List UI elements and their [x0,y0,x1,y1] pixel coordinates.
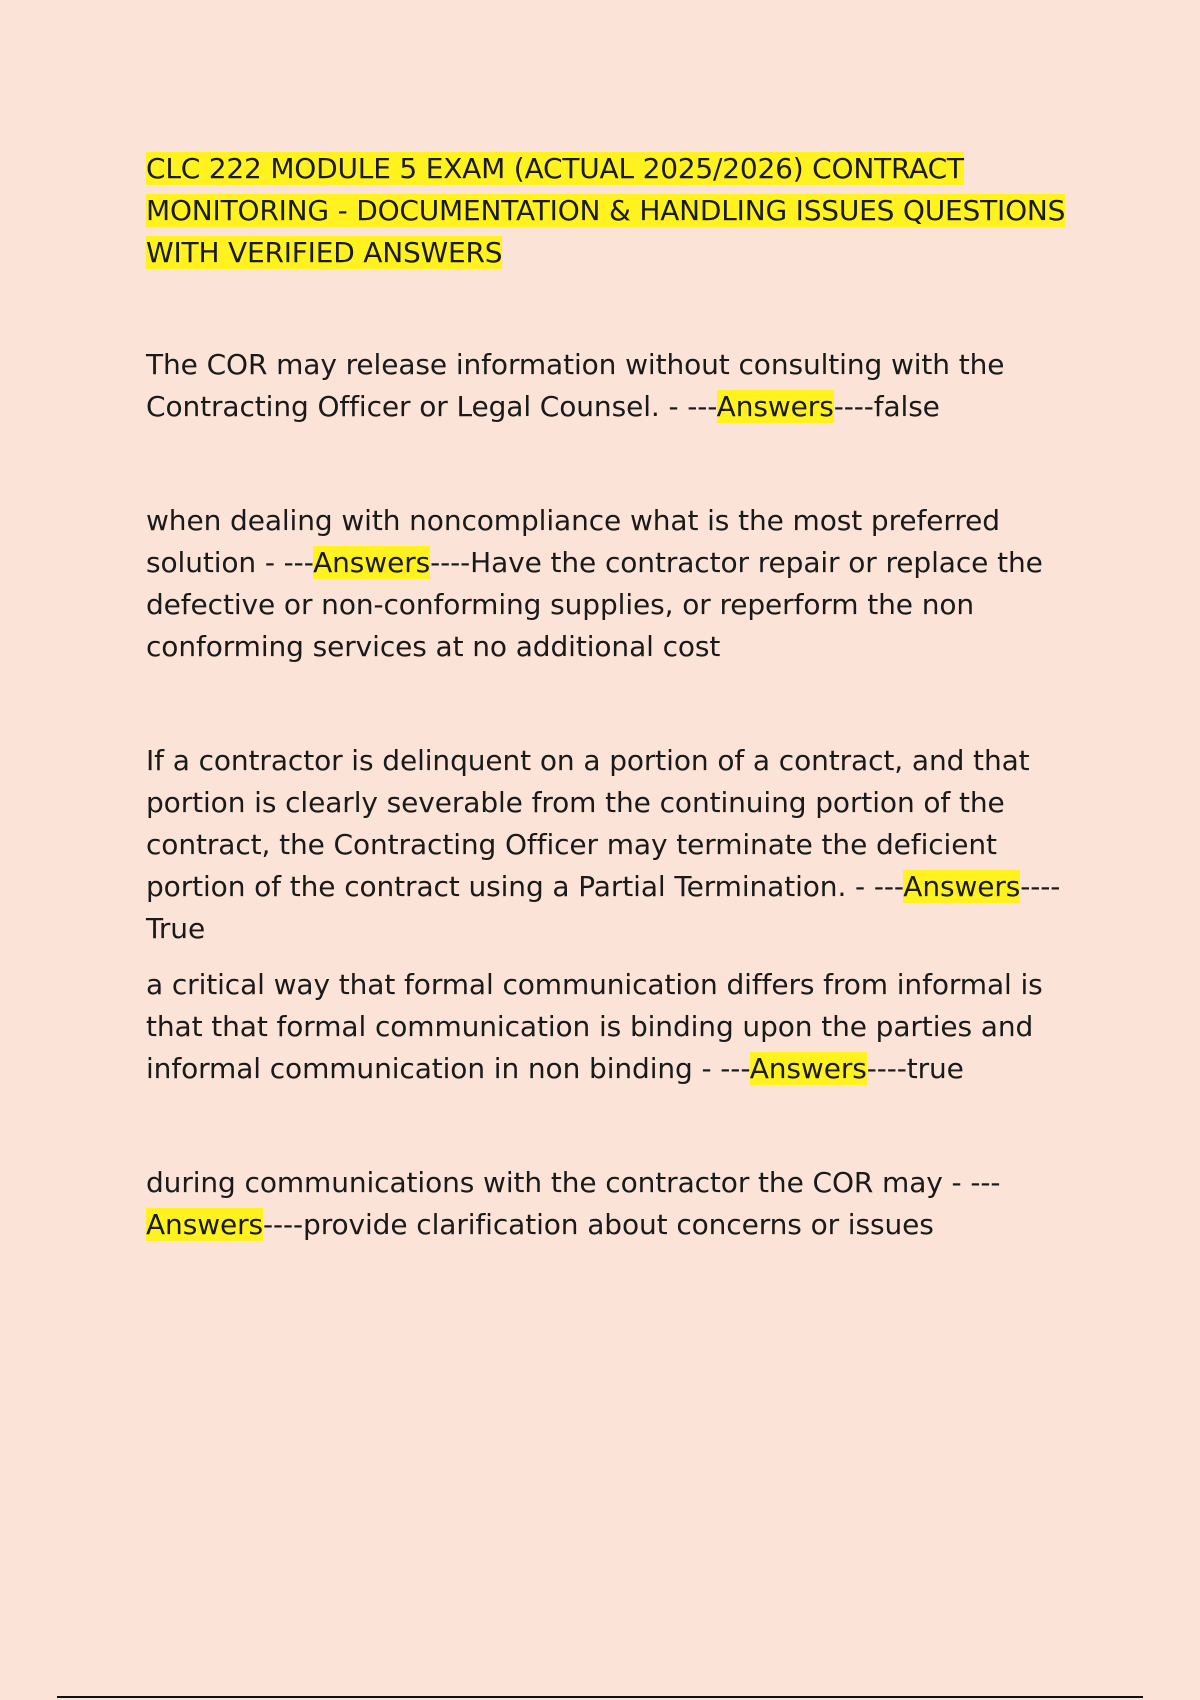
qa-item [146,500,1066,668]
question-text: a critical way that formal communication differs from informal is that that formal communication is binding upon the parties and informal communication in non binding - --- [146,968,1043,1085]
question-text: when dealing with noncompliance what is the most preferred solution - --- [146,504,1000,579]
answer-text: ----false [833,390,940,423]
answers-marker: Answers [749,1052,867,1085]
question-text: If a contractor is delinquent on a portion of a contract, and that portion is clearly severable from the continuing portion of the contract, the Contracting Officer may terminate the deficient portion of the contract using a Partial Termination. - --- [146,744,1030,903]
document-title [146,148,1066,274]
answer-text: ----provide clarification about concerns or issues [263,1208,934,1241]
answer-text: ----true [866,1052,964,1085]
answers-marker: Answers [146,1208,264,1241]
answers-marker: Answers [313,546,431,579]
question-text: during communications with the contractor the COR may - --- [146,1166,1000,1199]
document-content [146,148,1066,1246]
document-title-text: CLC 222 MODULE 5 EXAM (ACTUAL 2025/2026) CONTRACT MONITORING - DOCUMENTATION & HANDLING ISSUES QUESTIONS WITH VERIFIED ANSWERS [146,152,1066,269]
answer-text: ----True [146,870,1061,945]
question-text: The COR may release information without consulting with the Contracting Officer or Legal Counsel. - --- [146,348,1005,423]
answers-marker: Answers [903,870,1021,903]
qa-item [146,344,1066,428]
page-bottom-rule [57,1696,1143,1698]
qa-item [146,740,1066,950]
answer-text: ----Have the contractor repair or replace the defective or non-conforming supplies, or reperform the non conforming services at no additional cost [146,546,1043,663]
answers-marker: Answers [716,390,834,423]
qa-item [146,1162,1066,1246]
qa-item [146,964,1066,1090]
